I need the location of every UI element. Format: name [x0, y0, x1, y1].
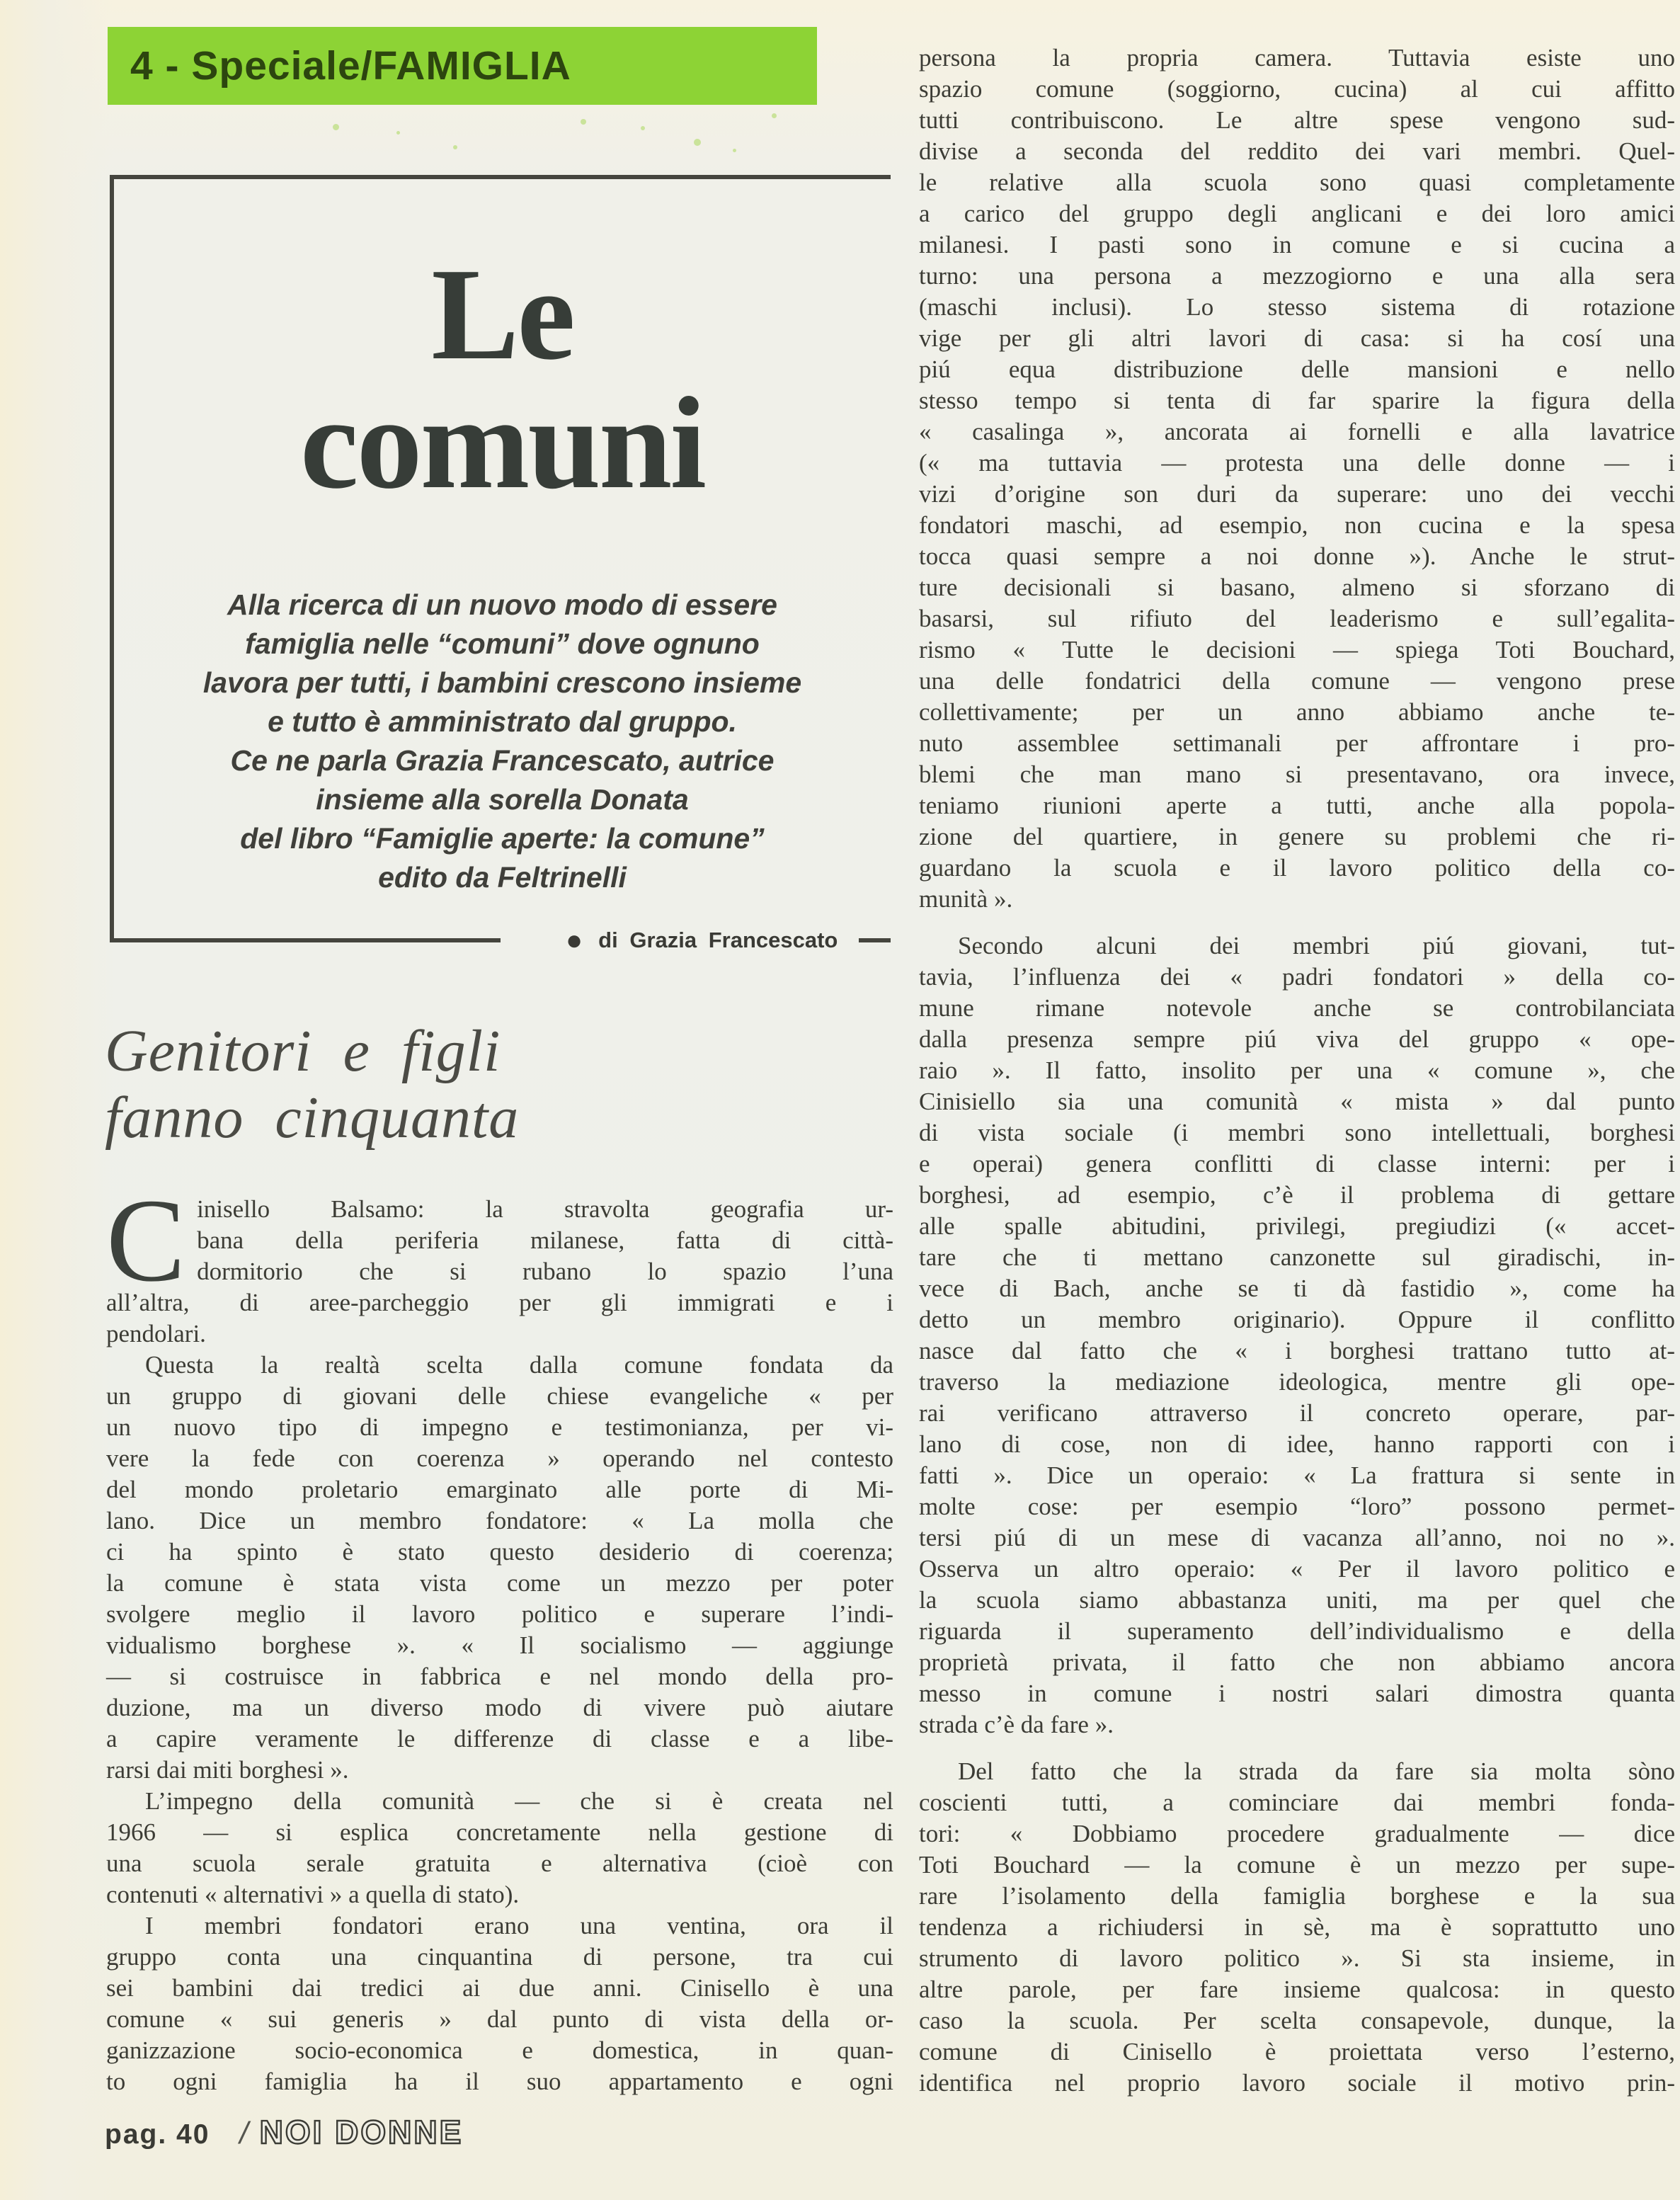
text-line: ture decisionali si basano, almeno si sforzano di [919, 574, 1675, 601]
article-title-line2: comuni [299, 370, 705, 516]
text-line: mune rimane notevole anche se controbilanciata [919, 994, 1675, 1022]
text-line: collettivamente; per un anno abbiamo anche te- [919, 698, 1675, 726]
standfirst-line: famiglia nelle “comuni” dove ognuno [245, 627, 760, 660]
text-line: vizi d’origine son duri da superare: uno dei vecchi [919, 480, 1675, 508]
section-header-label: 4 - Speciale/FAMIGLIA [130, 43, 571, 89]
text-line: strumento di lavoro politico ». Si sta insieme, in [919, 1944, 1675, 1972]
text-line: vidualismo borghese ». « Il socialismo — aggiunge [106, 1631, 893, 1659]
standfirst-line: lavora per tutti, i bambini crescono insieme [202, 666, 802, 699]
text-line: tavia, l’influenza dei « padri fondatori » della co- [919, 963, 1675, 991]
byline-rule-left [110, 938, 501, 942]
text-line: coscienti tutti, a cominciare dai membri fonda- [919, 1789, 1675, 1816]
text-line: basarsi, sul rifiuto del leaderismo e sull’egalita- [919, 605, 1675, 632]
text-line: bana della periferia milanese, fatta di città- [197, 1226, 893, 1254]
text-line: tendenza a richiudersi in sè, ma è soprattutto uno [919, 1913, 1675, 1941]
text-line: le relative alla scuola sono quasi completamente [919, 169, 1675, 196]
magazine-logo: NOI DONNE [259, 2114, 464, 2150]
text-line: alle spalle abitudini, privilegi, pregiudizi (« accet- [919, 1212, 1675, 1240]
text-line: svolgere meglio il lavoro politico e superare l’indi- [106, 1600, 893, 1628]
text-line: contenuti « alternativi » a quella di stato). [106, 1881, 520, 1908]
text-line: sei bambini dai tredici ai due anni. Cinisello è una [106, 1974, 893, 2002]
text-line: dormitorio che si rubano lo spazio l’una [197, 1258, 893, 1285]
text-line: stesso tempo si tenta di far sparire la figura della [919, 387, 1675, 414]
article-standfirst [114, 586, 891, 897]
text-line: I membri fondatori erano una ventina, ora il [145, 1912, 893, 1939]
text-line: turno: una persona a mezzogiorno e una alla sera [919, 262, 1675, 290]
standfirst-line: insieme alla sorella Donata [316, 783, 689, 816]
text-line: caso la scuola. Per scelta consapevole, dunque, la [919, 2007, 1675, 2034]
text-line: lano di cose, non di idee, hanno rapporti con i [919, 1430, 1675, 1458]
section-header-bar [108, 27, 817, 105]
standfirst-line: e tutto è amministrato dal gruppo. [268, 705, 737, 738]
text-line: messo in comune i nostri salari dimostra quanta [919, 1680, 1675, 1707]
text-line: di vista sociale (i membri sono intellettuali, borghesi [919, 1119, 1675, 1146]
text-line: tersi piú di un mese di vacanza all’anno, noi no ». [919, 1524, 1675, 1551]
text-line: dalla presenza sempre piú viva del gruppo « ope- [919, 1025, 1675, 1053]
text-line: comune « sui generis » dal punto di vista della or- [106, 2005, 893, 2033]
text-line: la scuola siamo abbastanza uniti, ma per quel che [919, 1586, 1675, 1614]
text-line: rare l’isolamento della famiglia borghese e la sua [919, 1882, 1675, 1910]
section-heading-line1: Genitori e figli [105, 1018, 501, 1084]
text-line: munità ». [919, 885, 1013, 913]
footer-separator: / [239, 2116, 248, 2150]
text-line: a capire veramente le differenze di classe e a libe- [106, 1725, 893, 1752]
text-line: tare che ti mettano canzonette sul giradischi, in- [919, 1243, 1675, 1271]
section-heading-line2: fanno cinquanta [105, 1085, 520, 1151]
text-line: ci ha spinto è stato questo desiderio di coerenza; [106, 1538, 893, 1566]
text-line: una scuola serale gratuita e alternativa (cioè con [106, 1850, 893, 1877]
text-line: a carico del gruppo degli anglicani e dei loro amici [919, 200, 1675, 227]
text-line: nasce dal fatto che « i borghesi trattano tutto at- [919, 1337, 1675, 1364]
text-line: traverso la mediazione ideologica, mentre gli ope- [919, 1368, 1675, 1396]
text-line: vece di Bach, anche se ti dà fastidio », come ha [919, 1275, 1675, 1302]
text-line: « casalinga », ancorata ai fornelli e alla lavatrice [919, 418, 1675, 445]
text-line: tocca quasi sempre a noi donne »). Anche le strut- [919, 542, 1675, 570]
text-line: L’impegno della comunità — che si è creata nel [145, 1787, 893, 1815]
text-line: — si costruisce in fabbrica e nel mondo della pro- [106, 1663, 893, 1690]
bullet-icon: ● [566, 925, 583, 956]
text-line: del mondo proletario emarginato alle porte di Mi- [106, 1476, 893, 1503]
text-line: altre parole, per fare insieme qualcosa: in questo [919, 1976, 1675, 2003]
byline-author: di Grazia Francescato [598, 928, 838, 952]
right-column [919, 42, 1675, 2099]
text-line: tori: « Dobbiamo procedere gradualmente — dice [919, 1820, 1675, 1847]
byline-rule-right [859, 938, 891, 942]
text-line: un gruppo di giovani delle chiese evangeliche « per [106, 1382, 893, 1410]
text-line: duzione, ma un diverso modo di vivere può aiutare [106, 1694, 893, 1721]
page-number-label: pag. 40 [105, 2119, 210, 2150]
text-line: piú equa distribuzione delle mansioni e nello [919, 355, 1675, 383]
text-line: teniamo riunioni aperte a tutti, anche alla popola- [919, 792, 1675, 819]
text-line: divise a seconda del reddito dei vari membri. Quel- [919, 137, 1675, 165]
text-line: blemi che man mano si presentavano, ora invece, [919, 760, 1675, 788]
text-line: gruppo conta una cinquantina di persone, tra cui [106, 1943, 893, 1971]
article-title [114, 241, 891, 516]
text-line: strada c’è da fare ». [919, 1711, 1114, 1738]
text-line: Osserva un altro operaio: « Per il lavoro politico e [919, 1555, 1675, 1583]
standfirst-line: edito da Feltrinelli [378, 861, 627, 894]
standfirst-line: Ce ne parla Grazia Francescato, autrice [230, 744, 775, 777]
text-line: e operai) genera conflitti di classe interni: per i [919, 1150, 1675, 1178]
section-heading [105, 1018, 519, 1151]
text-line: zione del quartiere, in genere su problemi che ri- [919, 823, 1675, 850]
text-line: spazio comune (soggiorno, cucina) al cui affitto [919, 75, 1675, 103]
text-line: pendolari. [106, 1320, 206, 1347]
text-line: borghesi, ad esempio, c’è il problema di gettare [919, 1181, 1675, 1209]
text-line: raio ». Il fatto, insolito per una « comune », che [919, 1056, 1675, 1084]
text-line: (maschi inclusi). Lo stesso sistema di rotazione [919, 293, 1675, 321]
text-line: 1966 — si esplica concretamente nella gestione di [106, 1818, 893, 1846]
text-line: guardano la scuola e il lavoro politico della co- [919, 854, 1675, 882]
text-line: Del fatto che la strada da fare sia molta sòno [958, 1757, 1675, 1785]
text-line: milanesi. I pasti sono in comune e si cucina a [919, 231, 1675, 258]
text-line: fatti ». Dice un operaio: « La frattura si sente in [919, 1461, 1675, 1489]
text-line: lano. Dice un membro fondatore: « La molla che [106, 1507, 893, 1534]
text-line: Cinisiello sia una comunità « mista » dal punto [919, 1088, 1675, 1115]
left-column [106, 1175, 893, 2097]
text-line: rai verificano attraverso il concreto operare, par- [919, 1399, 1675, 1427]
text-line: persona la propria camera. Tuttavia esiste uno [919, 44, 1675, 72]
text-line: detto un membro originario). Oppure il conflitto [919, 1306, 1675, 1333]
text-line: Secondo alcuni dei membri piú giovani, tut- [958, 932, 1675, 959]
text-line: un nuovo tipo di impegno e testimonianza, per vi- [106, 1413, 893, 1441]
text-line: to ogni famiglia ha il suo appartamento e ogni [106, 2068, 893, 2095]
title-box [110, 175, 891, 956]
byline [110, 926, 891, 954]
text-line: rismo « Tutte le decisioni — spiega Toti Bouchard, [919, 636, 1675, 663]
text-line: comune di Cinisello è proiettata verso l’esterno, [919, 2038, 1675, 2065]
text-line: molte cose: per esempio “loro” possono permet- [919, 1493, 1675, 1520]
text-line: (« ma tuttavia — protesta una delle donne — i [919, 449, 1675, 477]
text-line: all’altra, di aree-parcheggio per gli immigrati e i [106, 1289, 893, 1316]
text-line: rarsi dai miti borghesi ». [106, 1756, 349, 1784]
text-line: fondatori maschi, ad esempio, non cucina e la spesa [919, 511, 1675, 539]
text-line: la comune è stata vista come un mezzo per poter [106, 1569, 893, 1597]
text-line: vere la fede con coerenza » operando nel contesto [106, 1444, 893, 1472]
text-line: una delle fondatrici della comune — vengono prese [919, 667, 1675, 695]
text-line: inisello Balsamo: la stravolta geografia ur- [197, 1195, 893, 1223]
standfirst-line: del libro “Famiglie aperte: la comune” [240, 822, 765, 855]
drop-cap: C [106, 1175, 186, 1306]
text-line: Questa la realtà scelta dalla comune fondata da [145, 1351, 893, 1379]
article-title-line1: Le [431, 241, 573, 387]
text-line: proprietà privata, il fatto che non abbiamo ancora [919, 1648, 1675, 1676]
text-line: identifica nel proprio lavoro sociale il motivo prin- [919, 2069, 1675, 2097]
page-footer [105, 2113, 463, 2151]
text-line: nuto assemblee settimanali per affrontare i pro- [919, 729, 1675, 757]
text-line: tutti contribuiscono. Le altre spese vengono sud- [919, 106, 1675, 134]
text-line: vige per gli altri lavori di casa: si ha cosí una [919, 324, 1675, 352]
text-line: Toti Bouchard — la comune è un mezzo per supe- [919, 1851, 1675, 1879]
text-line: riguarda il superamento dell’individualismo e della [919, 1617, 1675, 1645]
text-line: ganizzazione socio-economica e domestica, in quan- [106, 2036, 893, 2064]
standfirst-line: Alla ricerca di un nuovo modo di essere [227, 588, 777, 621]
